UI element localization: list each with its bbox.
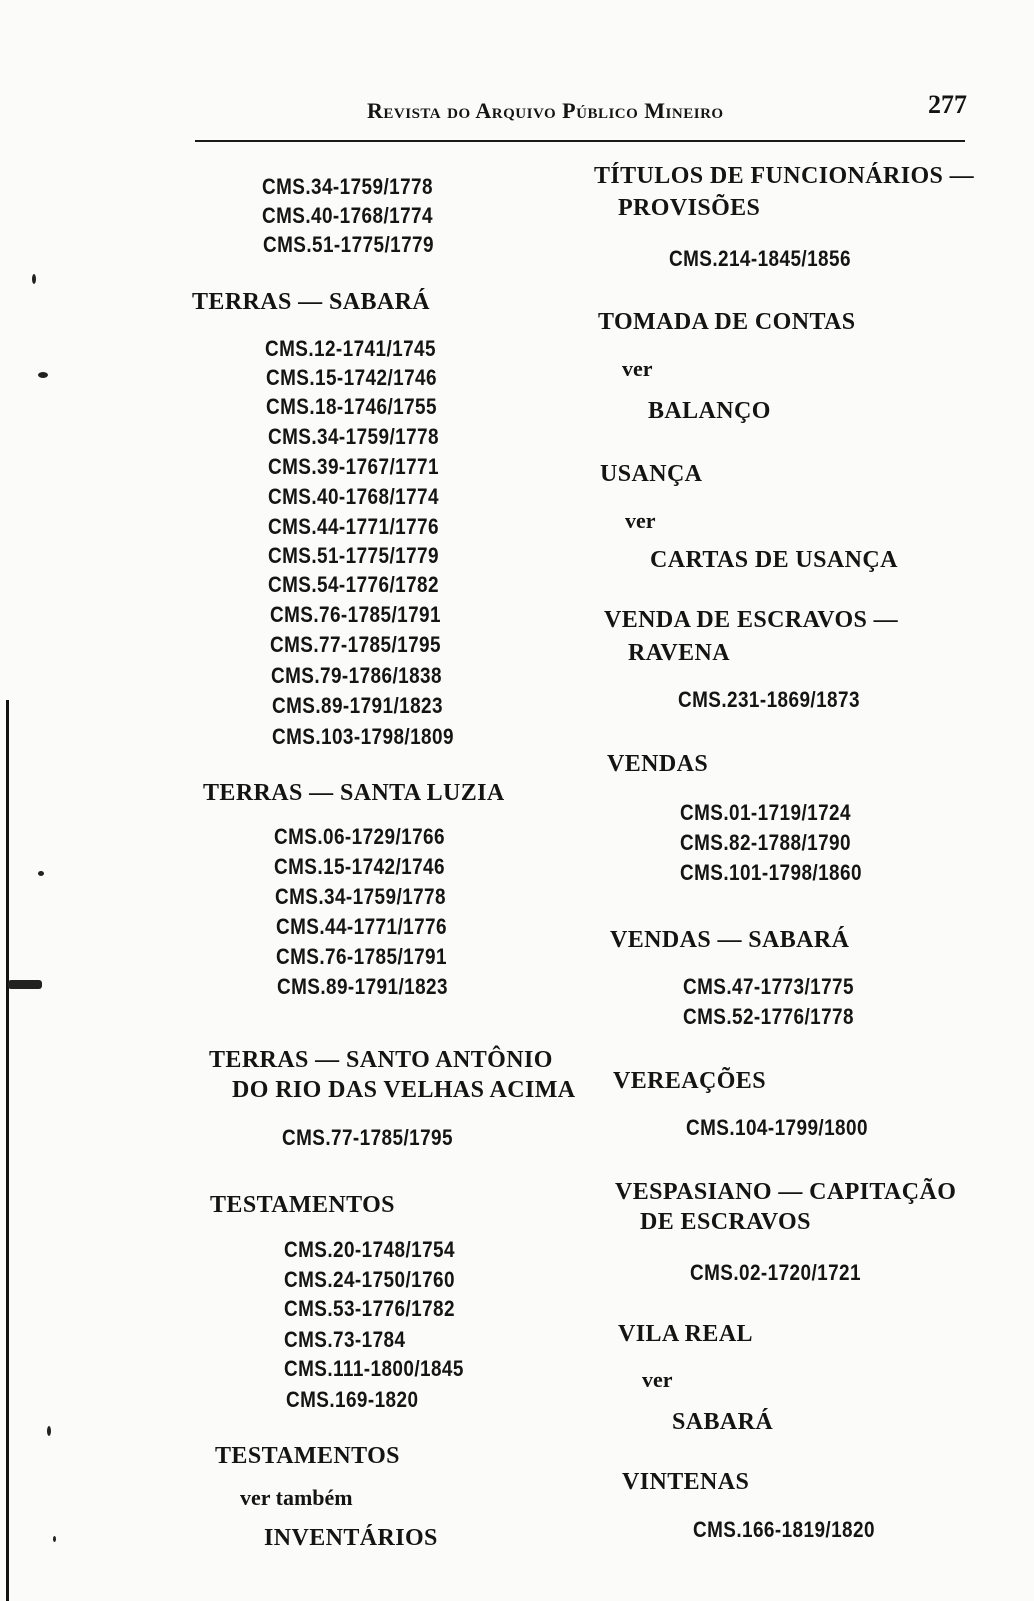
- index-code: CMS.169-1820: [286, 1387, 419, 1412]
- index-code: CMS.53-1776/1782: [284, 1296, 455, 1321]
- index-code: CMS.15-1742/1746: [274, 854, 445, 879]
- index-heading-continuation: DO RIO DAS VELHAS ACIMA: [232, 1077, 576, 1103]
- index-heading: VESPASIANO — CAPITAÇÃO: [615, 1179, 957, 1205]
- index-code: CMS.40-1768/1774: [262, 203, 433, 228]
- cross-reference-ver: ver: [625, 508, 656, 533]
- index-code: CMS.76-1785/1791: [276, 944, 447, 969]
- index-code: CMS.01-1719/1724: [680, 800, 851, 825]
- index-heading: VENDA DE ESCRAVOS —: [604, 607, 899, 633]
- cross-reference-target: SABARÁ: [672, 1409, 774, 1435]
- index-heading-continuation: RAVENA: [628, 640, 730, 666]
- index-heading: TOMADA DE CONTAS: [598, 309, 856, 335]
- index-code: CMS.44-1771/1776: [268, 514, 439, 539]
- cross-reference-target: BALANÇO: [648, 398, 771, 424]
- scan-speck: [8, 980, 42, 989]
- index-code: CMS.39-1767/1771: [268, 454, 439, 479]
- index-code: CMS.79-1786/1838: [271, 663, 442, 688]
- index-code: CMS.40-1768/1774: [268, 484, 439, 509]
- cross-reference-ver: ver: [622, 356, 653, 381]
- index-code: CMS.34-1759/1778: [262, 174, 433, 199]
- index-code: CMS.15-1742/1746: [266, 365, 437, 390]
- page-edge-shadow: [6, 700, 9, 1601]
- index-code: CMS.24-1750/1760: [284, 1267, 455, 1292]
- index-heading-continuation: PROVISÕES: [618, 195, 761, 221]
- cross-reference-ver: ver: [642, 1367, 673, 1392]
- index-code: CMS.51-1775/1779: [268, 543, 439, 568]
- index-code: CMS.44-1771/1776: [276, 914, 447, 939]
- index-code: CMS.77-1785/1795: [282, 1125, 453, 1150]
- scan-speck: [38, 871, 44, 876]
- index-code: CMS.47-1773/1775: [683, 974, 854, 999]
- index-code: CMS.18-1746/1755: [266, 394, 437, 419]
- running-title: Revista do Arquivo Público Mineiro: [367, 98, 724, 123]
- index-code: CMS.06-1729/1766: [274, 824, 445, 849]
- index-code: CMS.20-1748/1754: [284, 1237, 455, 1262]
- index-code: CMS.104-1799/1800: [686, 1115, 868, 1140]
- index-code: CMS.231-1869/1873: [678, 687, 860, 712]
- index-code: CMS.214-1845/1856: [669, 246, 851, 271]
- index-heading-continuation: DE ESCRAVOS: [640, 1209, 811, 1235]
- index-heading: TERRAS — SABARÁ: [192, 289, 431, 315]
- index-heading: TESTAMENTOS: [215, 1443, 400, 1469]
- index-code: CMS.34-1759/1778: [268, 424, 439, 449]
- index-code: CMS.12-1741/1745: [265, 336, 436, 361]
- index-heading: VENDAS — SABARÁ: [610, 927, 850, 953]
- scan-speck: [53, 1536, 56, 1542]
- index-heading: VEREAÇÕES: [613, 1068, 766, 1094]
- index-code: CMS.89-1791/1823: [272, 693, 443, 718]
- index-heading: TÍTULOS DE FUNCIONÁRIOS —: [594, 163, 975, 189]
- cross-reference-target: CARTAS DE USANÇA: [650, 547, 898, 573]
- scan-speck: [47, 1426, 51, 1436]
- index-heading: TERRAS — SANTO ANTÔNIO: [209, 1047, 553, 1073]
- scan-speck: [32, 274, 36, 284]
- index-code: CMS.73-1784: [284, 1327, 406, 1352]
- index-heading: VENDAS: [607, 751, 709, 777]
- index-code: CMS.82-1788/1790: [680, 830, 851, 855]
- index-code: CMS.54-1776/1782: [268, 572, 439, 597]
- scan-speck: [38, 372, 48, 378]
- page-number: 277: [928, 90, 967, 119]
- index-code: CMS.51-1775/1779: [263, 232, 434, 257]
- index-heading: TERRAS — SANTA LUZIA: [203, 780, 505, 806]
- index-heading: VILA REAL: [618, 1321, 753, 1347]
- header-rule: [195, 140, 965, 142]
- index-heading: USANÇA: [600, 461, 703, 487]
- index-code: CMS.89-1791/1823: [277, 974, 448, 999]
- index-heading: VINTENAS: [622, 1469, 750, 1495]
- index-code: CMS.34-1759/1778: [275, 884, 446, 909]
- index-heading: TESTAMENTOS: [210, 1192, 395, 1218]
- index-code: CMS.76-1785/1791: [270, 602, 441, 627]
- index-code: CMS.77-1785/1795: [270, 632, 441, 657]
- index-code: CMS.52-1776/1778: [683, 1004, 854, 1029]
- index-code: CMS.101-1798/1860: [680, 860, 862, 885]
- index-code: CMS.166-1819/1820: [693, 1517, 875, 1542]
- index-code: CMS.111-1800/1845: [284, 1356, 464, 1381]
- cross-reference-ver: ver também: [240, 1485, 353, 1510]
- index-code: CMS.103-1798/1809: [272, 724, 454, 749]
- index-code: CMS.02-1720/1721: [690, 1260, 861, 1285]
- cross-reference-target: INVENTÁRIOS: [264, 1525, 438, 1551]
